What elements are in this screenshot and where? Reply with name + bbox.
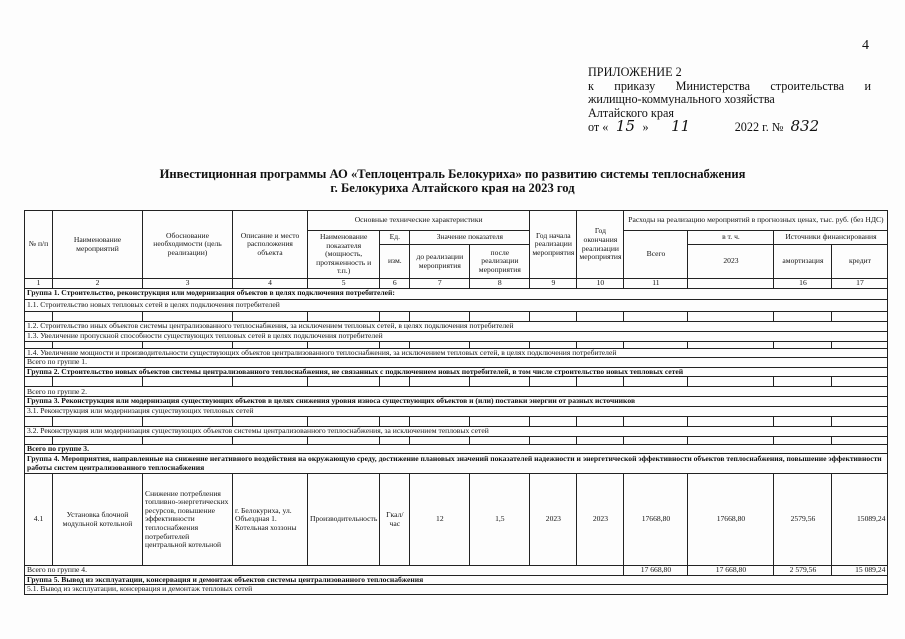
row41-total: 17668,80 [624,474,688,566]
date-year: 2022 г. № [734,120,784,135]
colnum [688,279,774,289]
row41-after: 1,5 [470,474,530,566]
colnum: 6 [380,279,410,289]
header-total: Всего [624,231,688,279]
group-1-2-row: 1.2. Строительство иных объектов системы централизованного теплоснабжения, за исключением тепловых сетей, в целях подключения потребителей [25,321,888,331]
colnum: 5 [308,279,380,289]
group-3-total-row: Всего по группе 3. [25,444,888,454]
appendix-region-line: Алтайского края [588,105,674,120]
title-line-2: г. Белокуриха Алтайского края на 2023 год [330,181,575,195]
page-number: 4 [862,38,869,53]
investment-table [24,210,888,595]
header-credit: кредит [832,245,888,279]
row41-indicator: Производительность [308,474,380,566]
row41-amort: 2579,56 [774,474,832,566]
colnum: 3 [143,279,233,289]
row41-2023: 17668,80 [688,474,774,566]
colnum: 7 [410,279,470,289]
header-value: Значение показателя [410,231,530,245]
group-4-total-2023: 17 668,80 [688,566,774,576]
group-4-total-credit: 15 089,24 [832,566,888,576]
group-4-total-row [25,566,888,576]
column-numbers-row [25,279,888,289]
colnum: 4 [233,279,308,289]
colnum: 17 [832,279,888,289]
appendix-ministry-line: жилищно-коммунального хозяйства [588,92,775,107]
header-costs: Расходы на реализацию мероприятий в прогнозных ценах, тыс. руб. (без НДС) [624,211,888,231]
group-4-total-all: 17 668,80 [624,566,688,576]
date-quote: » [642,120,649,135]
row41-name: Установка блочной модульной котельной [53,474,143,566]
appendix-date-line [588,117,871,136]
group-4-total-amort: 2 579,56 [774,566,832,576]
header-indicator-name: Наименование показателя (мощность, протяженность и т.п.) [308,231,380,279]
header-year-2023: 2023 [688,245,774,279]
row41-end: 2023 [577,474,624,566]
group-1-4-row: 1.4. Увеличение мощности и производительности существующих объектов централизованного теплоснабжения, за исключением тепловых сетей, в целях подключения потребителей [25,348,888,358]
colnum: 9 [530,279,577,289]
header-incl: в т. ч. [688,231,774,245]
row41-reason: Снижение потребления топливно-энергетических ресурсов, повышение эффективности теплоснабжения потребителей центральной котельной [143,474,233,566]
colnum: 1 [25,279,53,289]
group-4-total-label: Всего по группе 4. [25,566,624,576]
header-sources: Источники финансирования [774,231,888,245]
group-3-2-row: 3.2. Реконструкция или модернизация существующих объектов системы централизованного теплоснабжения, за исключением тепловых сетей [25,426,888,436]
appendix-order-line [588,80,871,94]
row41-desc: г. Белокуриха, ул. Объездная 1. Котельная хоззоны [233,474,308,566]
group-5-1-row: 5.1. Вывод из эксплуатации, консервация и демонтаж тепловых сетей [25,585,888,595]
header-unit-top: Ед. [380,231,410,245]
header-unit: изм. [380,245,410,279]
appendix-word: и [864,78,871,93]
header-after: после реализации мероприятия [470,245,530,279]
group-5-row: Группа 5. Вывод из эксплуатации, консервация и демонтаж объектов системы централизованного теплоснабжения [25,575,888,585]
appendix-word: к [588,78,594,93]
handwritten-month: 11 [671,117,691,136]
title-line-1: Инвестиционная программы АО «Теплоцентраль Белокуриха» по развитию системы теплоснабжения [159,167,746,181]
group-2-total-row: Всего по группе 2. [25,387,888,397]
header-amortization: амортизация [774,245,832,279]
appendix-word: строительства [770,78,845,93]
group-1-3-row: 1.3. Увеличение пропускной способности существующих тепловых сетей в целях подключения потребителей [25,331,888,341]
handwritten-day: 15 [615,117,635,136]
colnum: 2 [53,279,143,289]
header-start-year: Год начала реализации мероприятия [530,211,577,279]
header-num: № п/п [25,211,53,279]
row41-num: 4.1 [25,474,53,566]
appendix-block [588,66,871,135]
colnum: 10 [577,279,624,289]
header-reason: Обоснование необходимости (цель реализации) [143,211,233,279]
group-4-row: Группа 4. Мероприятия, направленные на снижение негативного воздействия на окружающую среду, достижение плановых значений показателей надежности и энергетической эффективности объектов теплоснабжения, повышение эффективности работы систем централизованного теплоснабжения [25,454,888,474]
date-from-label: от « [588,120,609,135]
group-2-row: Группа 2. Строительство новых объектов системы централизованного теплоснабжения, не связанных с подключением новых потребителей, в том числе строительство новых тепловых сетей [25,367,888,377]
group-1-row: Группа 1. Строительство, реконструкция или модернизация объектов в целях подключения потребителей: [25,288,888,299]
appendix-title: ПРИЛОЖЕНИЕ 2 [588,65,682,79]
row41-unit: Гкал/час [380,474,410,566]
document-title [0,167,905,195]
group-1-1-row: 1.1. Строительство новых тепловых сетей в целях подключения потребителей [25,299,888,311]
row-4-1 [25,474,888,566]
appendix-word: Министерства [675,78,750,93]
group-3-row: Группа 3. Реконструкция или модернизация существующих объектов в целях снижения уровня износа существующих объектов и (или) поставки энергии от разных источников [25,397,888,407]
group-3-1-row: 3.1. Реконструкция или модернизация существующих тепловых сетей [25,406,888,416]
colnum: 16 [774,279,832,289]
colnum: 11 [624,279,688,289]
row41-credit: 15089,24 [832,474,888,566]
header-before: до реализации мероприятия [410,245,470,279]
header-name: Наименование мероприятий [53,211,143,279]
row41-before: 12 [410,474,470,566]
header-desc: Описание и место расположения объекта [233,211,308,279]
appendix-word: приказу [614,78,656,93]
header-end-year: Год окончания реализации мероприятия [577,211,624,279]
header-tech: Основные технические характеристики [308,211,530,231]
handwritten-number: 832 [790,117,820,136]
colnum: 8 [470,279,530,289]
group-1-total-row: Всего по группе 1. [25,358,888,368]
row41-start: 2023 [530,474,577,566]
